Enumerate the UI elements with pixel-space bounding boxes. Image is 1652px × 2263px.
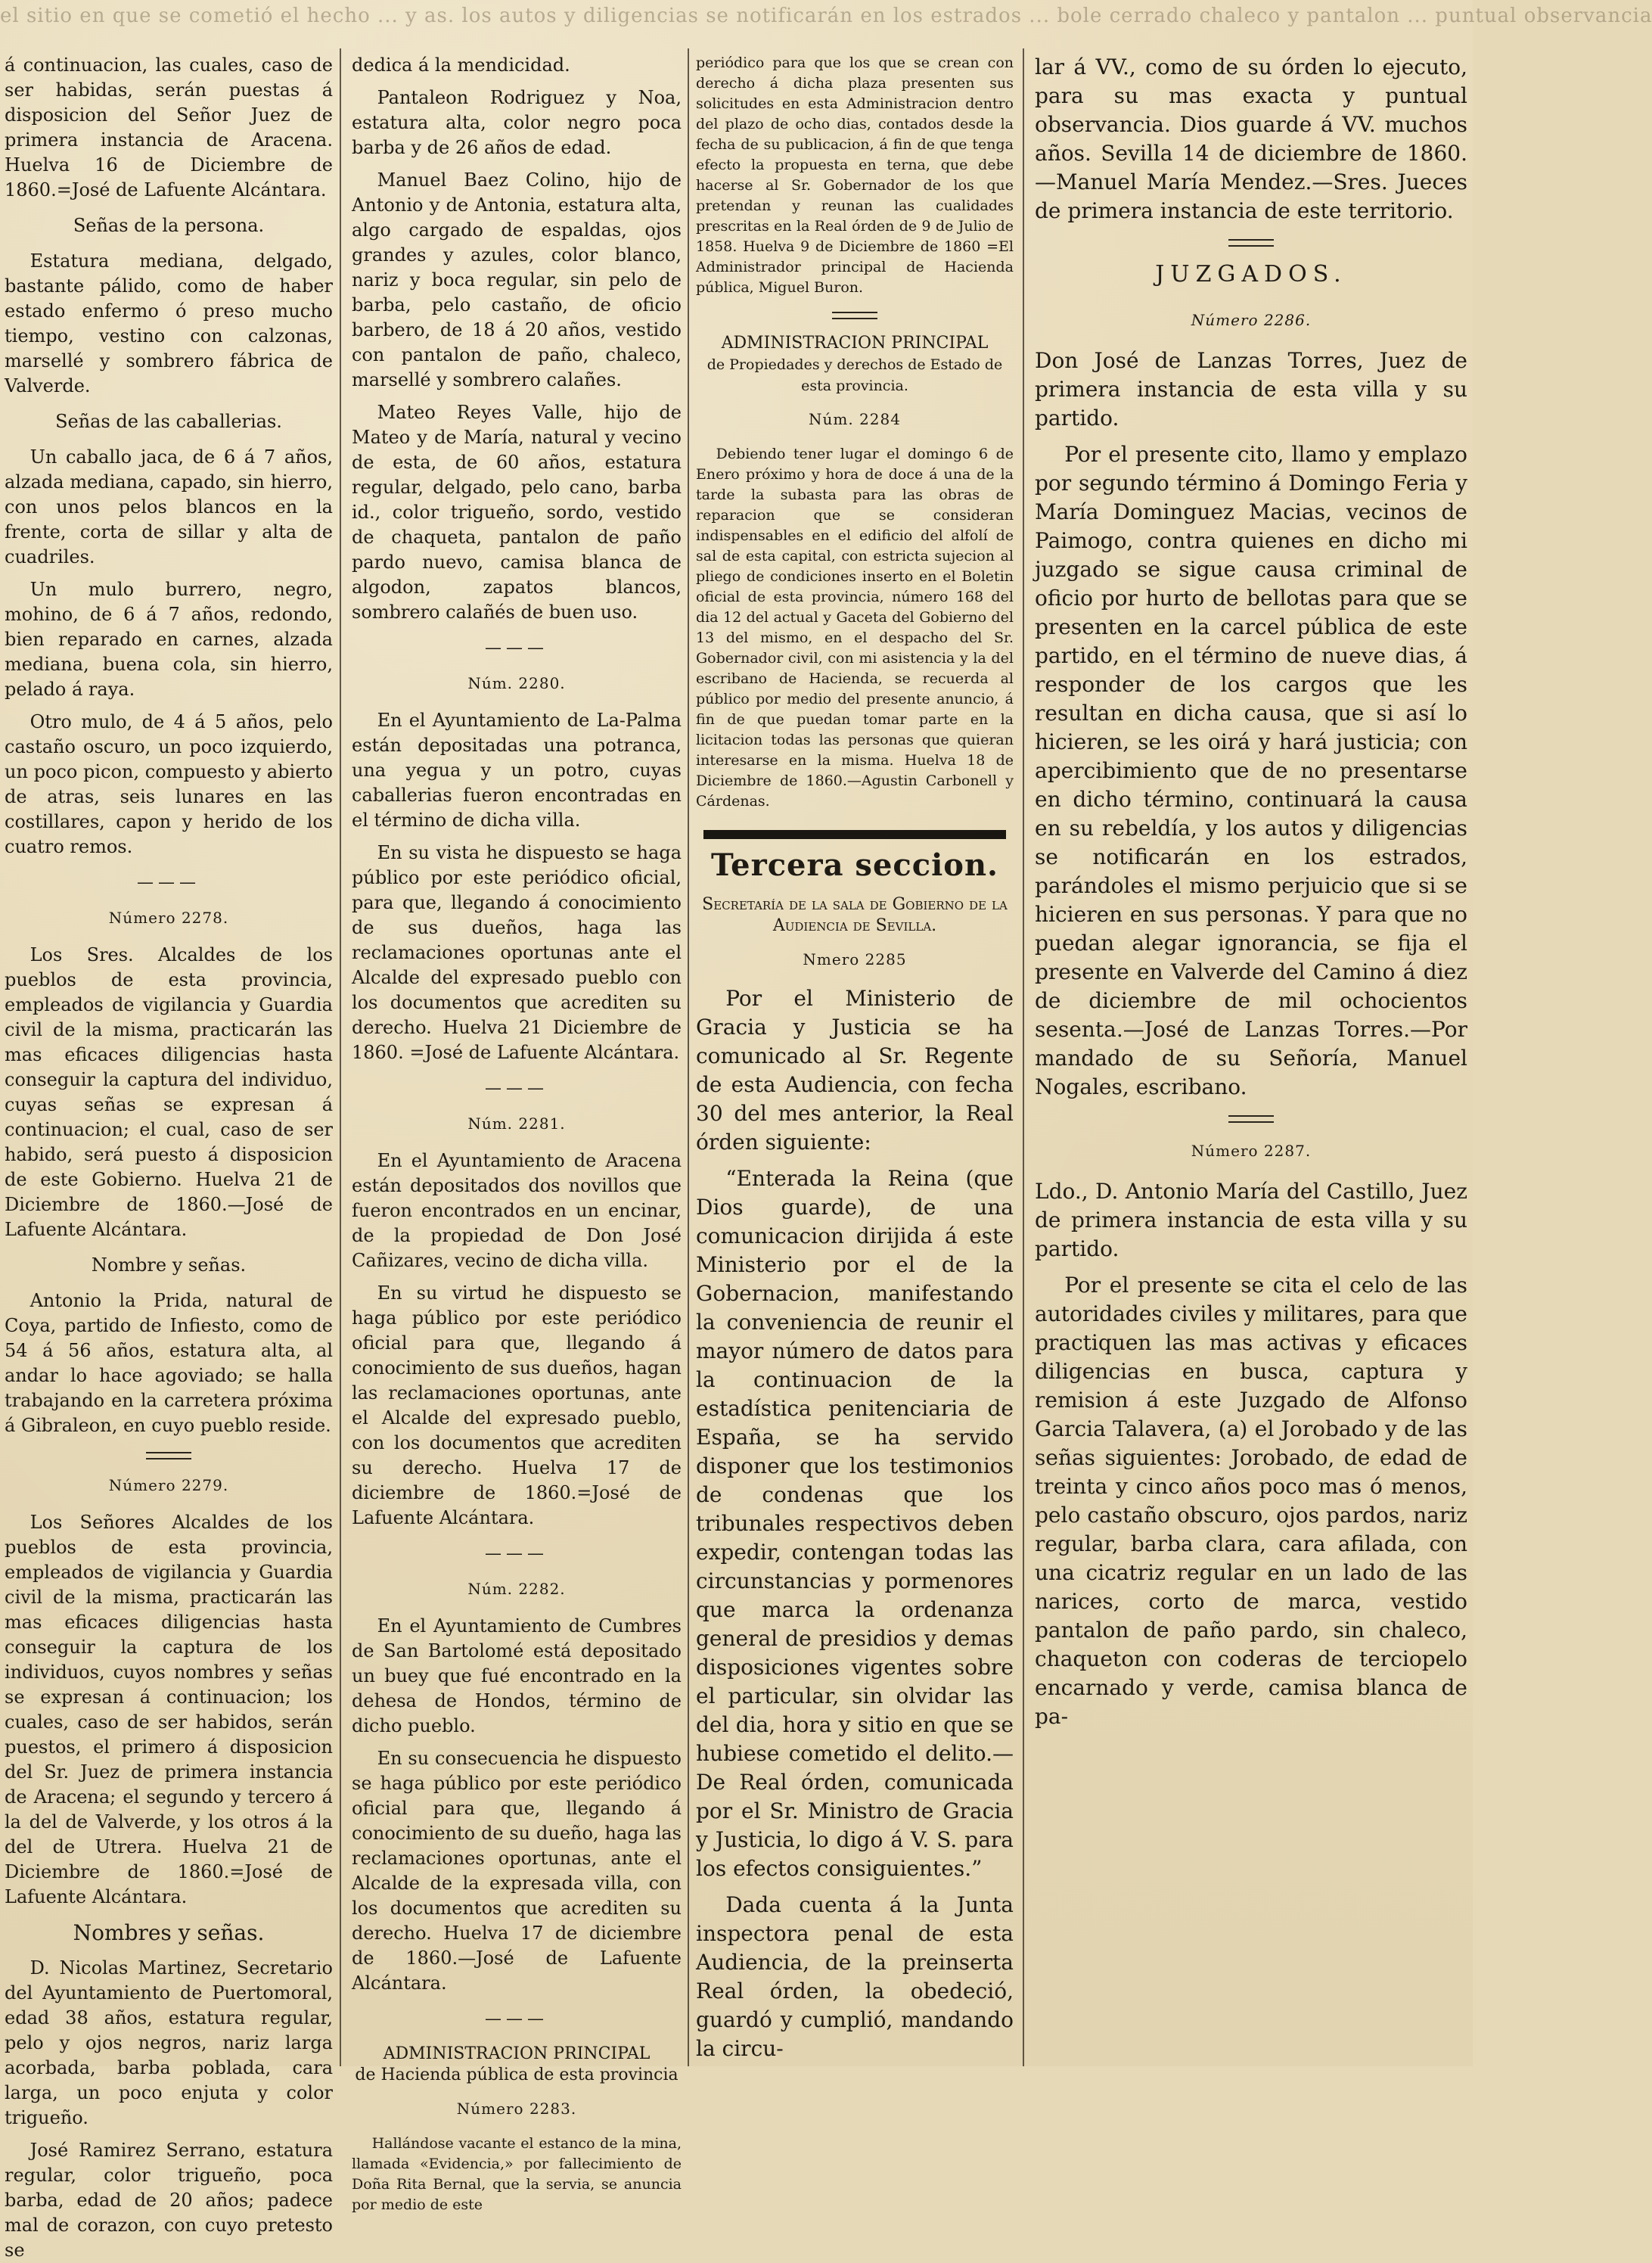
column-rule <box>688 48 689 2066</box>
paragraph: Estatura mediana, delgado, bastante pálido, como de haber estado enfermo ó preso mucho tiempo, vestino con calzonas, marsellé y sombrero fábrica de Valverde. <box>5 250 333 396</box>
separator: ——— <box>485 1079 548 1098</box>
subheading: Señas de las caballerias. <box>55 411 282 432</box>
double-rule <box>146 1452 191 1459</box>
paragraph: Otro mulo, de 4 á 5 años, pelo castaño oscuro, un poco izquierdo, un poco picon, compuesto y abierto de atras, seis lunares en las costillares, capon y herido de los cuatro remos. <box>5 711 333 857</box>
paragraph: periódico para que los que se crean con derecho á dicha plaza presenten sus solicitudes en esta Administracion dentro del plazo de ocho dias, contados desde la fecha de su publicacion, á fin de que tenga efecto la propuesta en terna, que debe hacerse al Sr. Gobernador de los que pretendan y reunan las cualidades prescritas en la Real órden de 9 de Julio de 1858. Huelva 9 de Diciembre de 1860 =El Administrador principal de Hacienda pública, Miguel Buron. <box>696 54 1014 296</box>
double-rule <box>1228 1115 1274 1123</box>
section-title: JUZGADOS. <box>1155 261 1347 288</box>
paragraph: En el Ayuntamiento de Cumbres de San Bartolomé está depositado un buey que fué encontrado en la dehesa de Hondos, término de dicho pueblo. <box>352 1615 682 1736</box>
double-rule <box>832 312 877 319</box>
column-2 <box>352 53 682 2213</box>
subheading: Nombres y señas. <box>73 1920 265 1945</box>
paragraph: Por el presente se cita el celo de las autoridades civiles y militares, para que practiquen las mas activas y eficaces diligencias en busca, captura y remision á este Juzgado de Alfonso Garcia Talavera, (a) el Jorobado y de las señas siguientes: Jorobado, de edad de treinta y cinco años poco mas ó menos, pelo castaño obscuro, ojos pardos, nariz regular, barba clara, cara afilada, con una cicatriz regular en un lado de las narices, corto de marca, vestido pantalon de paño pardo, sin chaleco, chaqueton con coderas de terciopelo encarnado y verde, camisa blanca de pa- <box>1035 1273 1467 1729</box>
notice-number: Número 2278. <box>108 909 229 927</box>
paragraph: Un caballo jaca, de 6 á 7 años, alzada mediana, capado, sin hierro, con unos pelos blancos en la frente, corta de sillar y alta de cuadriles. <box>5 446 333 567</box>
paragraph: Ldo., D. Antonio María del Castillo, Juez de primera instancia de esta villa y su partido. <box>1035 1179 1467 1261</box>
notice-number: Número 2286. <box>1191 311 1312 329</box>
paragraph: lar á VV., como de su órden lo ejecuto, para su mas exacta y puntual observancia. Dios guarde á VV. muchos años. Sevilla 14 de diciembre de 1860.—Manuel María Mendez.—Sres. Jueces de primera instancia de este territorio. <box>1035 54 1467 223</box>
subheading: Señas de la persona. <box>73 215 265 236</box>
notice-number: Núm. 2282. <box>467 1580 566 1598</box>
paragraph: En su virtud he dispuesto se haga público por este periódico oficial para que, llegando á conocimiento de sus dueños, hagan las reclamaciones oportunas, ante el Alcalde del expresado pueblo, con los documentos que acrediten su derecho. Huelva 17 de diciembre de 1860.=José de Lafuente Alcántara. <box>352 1282 682 1528</box>
column-4 <box>1035 53 1467 2062</box>
separator: ——— <box>485 639 548 657</box>
paragraph: D. Nicolas Martinez, Secretario del Ayuntamiento de Puertomoral, edad 38 años, estatura regular, pelo y ojos negros, nariz larga acorbada, barba poblada, cara larga, un poco enjuta y color trigueño. <box>5 1957 333 2128</box>
bleed-through-strip: el sitio en que se cometió el hecho ... y as. los autos y diligencias se notificarán en los estrados ... bole cerrado chaleco y pantalon ... puntual observancia <box>0 5 1652 27</box>
heading-line: ADMINISTRACION PRINCIPAL <box>721 334 989 353</box>
column-1 <box>5 53 333 2261</box>
paragraph: Debiendo tener lugar el domingo 6 de Enero próximo y hora de doce á una de la tarde la subasta para las obras de reparacion que se consideran indispensables en el edificio del alfolí de sal de esta capital, con estricta sujecion al pliego de condiciones inserto en el Boletin oficial de esta provincia, número 168 del dia 12 del actual y Gaceta del Gobierno del 13 del mismo, en el despacho del Sr. Gobernador civil, con mi asistencia y la del escribano de Hacienda, se recuerda al público por medio del presente anuncio, á fin de que puedan tomar parte en la licitacion todas las personas que quieran interesarse en la misma. Huelva 18 de Diciembre de 1860.—Agustin Carbonell y Cárdenas. <box>696 446 1014 810</box>
separator: ——— <box>137 873 200 892</box>
paragraph: Antonio la Prida, natural de Coya, partido de Infiesto, como de 54 á 56 años, estatura alta, al andar lo hace agoviado; se halla trabajando en la carretera próxima á Gibraleon, en cuyo pueblo reside. <box>5 1290 333 1436</box>
section-heading <box>696 333 1014 396</box>
paragraph: Un mulo burrero, negro, mohino, de 6 á 7 años, redondo, bien reparado en carnes, alzada mediana, buena cola, sin hierro, pelado á raya. <box>5 579 333 700</box>
heading-line: ADMINISTRACION PRINCIPAL <box>383 2044 651 2063</box>
paragraph: En el Ayuntamiento de La-Palma están depositadas una potranca, una yegua y un potro, cuyas caballerias fueron encontradas en el término de dicha villa. <box>352 710 682 831</box>
paragraph: Mateo Reyes Valle, hijo de Mateo y de María, natural y vecino de esta, de 60 años, estatura regular, delgado, pelo cano, barba id., color trigueño, sordo, vestido de chaqueta, pantalon de paño pardo nuevo, camisa blanca de algodon, zapatos blancos, sombrero calañés de buen uso. <box>352 402 682 623</box>
column-rule <box>1023 48 1024 2066</box>
separator: ——— <box>485 2010 548 2028</box>
paragraph: á continuacion, las cuales, caso de ser habidas, serán puestas á disposicion del Señor Juez de primera instancia de Aracena. Huelva 16 de Diciembre de 1860.=José de Lafuente Alcántara. <box>5 54 333 200</box>
paragraph: Los Señores Alcaldes de los pueblos de esta provincia, empleados de vigilancia y Guardia civil de la misma, practicarán las mas eficaces diligencias hasta conseguir la captura de los individuos, cuyos nombres y señas se expresan á continuacion; los cuales, caso de ser habidos, serán puestos, el primero á disposicion del Sr. Juez de primera instancia de Aracena; el segundo y tercero á la del de Valverde, y los otros á la del de Utrera. Huelva 21 de Diciembre de 1860.=José de Lafuente Alcántara. <box>5 1512 333 1907</box>
paragraph: En el Ayuntamiento de Aracena están depositados dos novillos que fueron encontrados en un encinar, de la propiedad de Don José Cañizares, vecino de dicha villa. <box>352 1150 682 1271</box>
paragraph: Por el Ministerio de Gracia y Justicia se ha comunicado al Sr. Regente de esta Audiencia, con fecha 30 del mes anterior, la Real órden siguiente: <box>696 986 1014 1155</box>
paragraph: En su consecuencia he dispuesto se haga público por este periódico oficial para que, llegando á conocimiento de su dueño, haga las reclamaciones oportunas, ante el Alcalde de la expresada villa, con los documentos que acrediten su derecho. Huelva 17 de diciembre de 1860.—José de Lafuente Alcántara. <box>352 1748 682 1994</box>
subheading: Nombre y señas. <box>91 1254 247 1276</box>
notice-number: Número 2279. <box>108 1476 229 1494</box>
separator: ——— <box>485 1544 548 1563</box>
notice-number: Nmero 2285 <box>803 950 907 968</box>
paragraph: Pantaleon Rodriguez y Noa, estatura alta, color negro poca barba y de 26 años de edad. <box>352 87 682 158</box>
paragraph: Hallándose vacante el estanco de la mina, llamada «Evidencia,» por fallecimiento de Doña Rita Bernal, que la servia, se anuncia por medio de este <box>352 2135 682 2213</box>
section-title: Tercera seccion. <box>711 847 998 883</box>
notice-number: Núm. 2284 <box>809 410 901 428</box>
paragraph: Los Sres. Alcaldes de los pueblos de esta provincia, empleados de vigilancia y Guardia civil de la misma, practicarán las mas eficaces diligencias hasta conseguir la captura del individuo, cuyas señas se expresan á continuacion; el cual, caso de ser habido, será puesto á disposicion de este Gobierno. Huelva 21 de Diciembre de 1860.—José de Lafuente Alcántara. <box>5 944 333 1240</box>
paragraph: En su vista he dispuesto se haga público por este periódico oficial, para que, llegando á conocimiento de sus dueños, haga las reclamaciones oportunas ante el Alcalde del expresado pueblo con los documentos que acrediten su derecho. Huelva 21 Diciembre de 1860. =José de Lafuente Alcántara. <box>352 842 682 1063</box>
column-rule <box>340 48 341 2066</box>
notice-number: Número 2287. <box>1191 1142 1312 1160</box>
paragraph: “Enterada la Reina (que Dios guarde), de una comunicacion dirijida á este Ministerio por el de la Gobernacion, manifestando la conveniencia de reunir el mayor número de datos para la continuacion de la estadística penitenciaria de España, se ha servido disponer que los testimonios de condenas que los tribunales respectivos deben expedir, contengan todas las circunstancias y pormenores que marca la ordenanza general de presidios y demas disposiciones vigentes sobre el particular, sin olvidar las del dia, hora y sitio en que se hubiese cometido el delito.—De Real órden, comunicada por el Sr. Ministro de Gracia y Justicia, lo digo á V. S. para los efectos consiguientes.” <box>696 1166 1014 1881</box>
double-rule <box>1228 239 1274 247</box>
section-heading <box>352 2044 682 2086</box>
notice-number: Número 2283. <box>456 2100 577 2118</box>
heavy-rule <box>703 830 1006 839</box>
paragraph: José Ramirez Serrano, estatura regular, color trigueño, poca barba, edad de 20 años; padece mal de corazon, con cuyo pretesto se <box>5 2140 333 2261</box>
heading-line: de Propiedades y derechos de Estado de esta provincia. <box>706 356 1003 394</box>
heading-line: de Hacienda pública de esta provincia <box>355 2066 678 2084</box>
paragraph: Por el presente cito, llamo y emplazo por segundo término á Domingo Feria y María Dominguez Macias, vecinos de Paimogo, contra quienes en dicho mi juzgado se sigue causa criminal de oficio por hurto de bellotas para que se presenten en la carcel pública de este partido, en el término de nueve dias, á responder de los cargos que les resultan en dicha causa, que si así lo hicieren, se les oirá y hará justicia; con apercibimiento que de no presentarse en dicho término, continuará la causa en su rebeldía, y los autos y diligencias se notificarán en los estrados, parándoles el mismo perjuicio que si se hicieren en sus personas. Y para que no puedan alegar ignorancia, se fija el presente en Valverde del Camino á diez de diciembre de mil ochocientos sesenta.—José de Lanzas Torres.—Por mandado de su Señoría, Manuel Nogales, escribano. <box>1035 442 1467 1099</box>
paragraph: Dada cuenta á la Junta inspectora penal de esta Audiencia, de la preinserta Real órden, la obedeció, guardó y cumplió, mandando la circu- <box>696 1892 1014 2061</box>
paragraph: dedica á la mendicidad. <box>352 54 570 76</box>
paragraph: Manuel Baez Colino, hijo de Antonio y de Antonia, estatura alta, algo cargado de espaldas, ojos grandes y azules, color blanco, nariz y boca regular, sin pelo de barba, pelo castaño, de oficio barbero, de 18 á 20 años, vestido con pantalon de paño, chaleco, marsellé y sombrero calañes. <box>352 169 682 390</box>
paragraph: Don José de Lanzas Torres, Juez de primera instancia de esta villa y su partido. <box>1035 348 1467 431</box>
notice-number: Núm. 2280. <box>467 674 566 692</box>
section-heading: Secretaría de la sala de Gobierno de la Audiencia de Sevilla. <box>702 895 1008 935</box>
notice-number: Núm. 2281. <box>467 1114 566 1133</box>
column-3 <box>696 53 1014 2062</box>
